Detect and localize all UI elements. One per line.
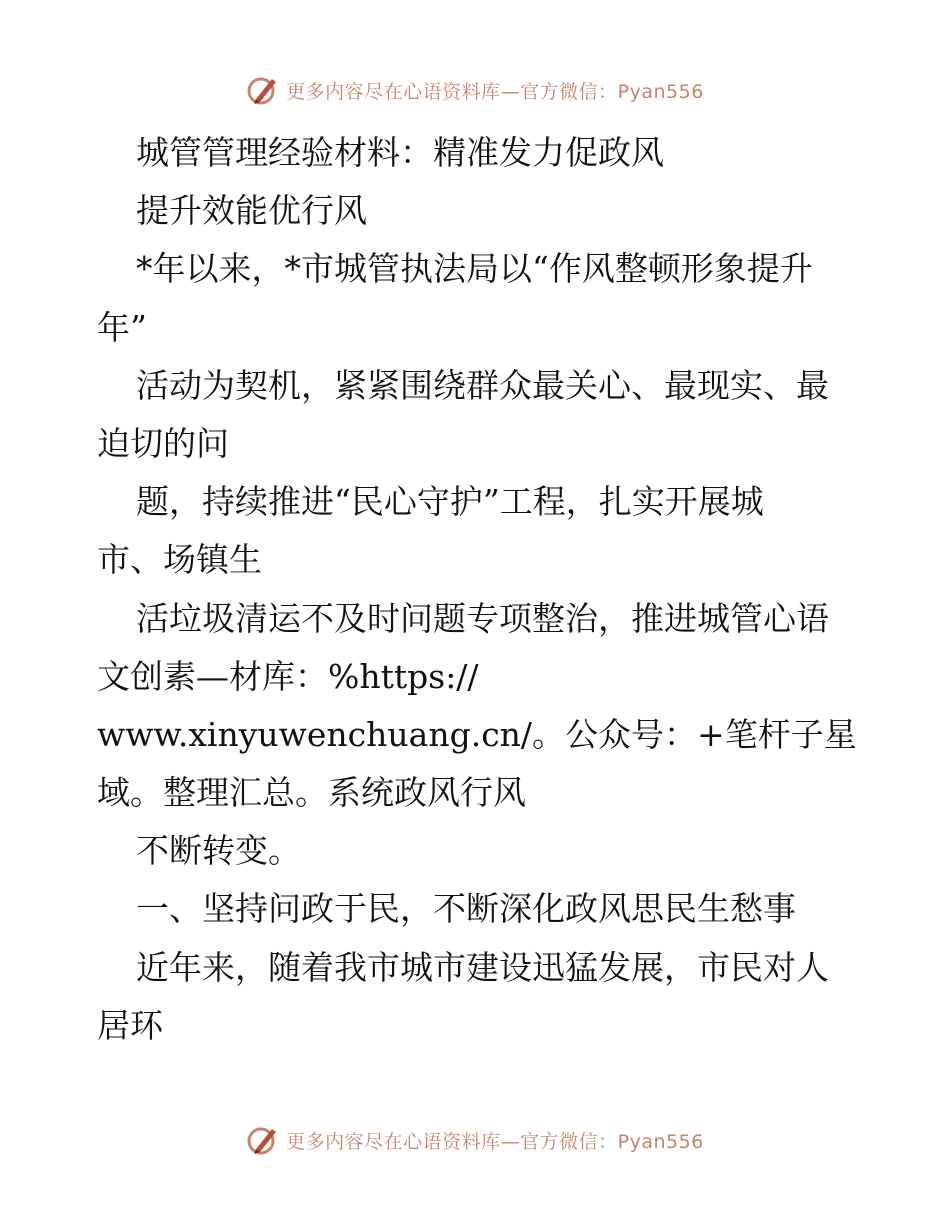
text-line: 提升效能优行风 xyxy=(136,191,367,231)
watermark-text: 更多内容尽在心语资料库—官方微信：Pyan556 xyxy=(286,1130,704,1153)
header-watermark xyxy=(0,70,950,110)
text-line: 市、场镇生 xyxy=(97,540,262,580)
text-line: 居环 xyxy=(97,1005,163,1045)
text-line: 一、坚持问政于民，不断深化政风思民生愁事 xyxy=(136,889,796,929)
text-line: 迫切的问 xyxy=(97,423,229,463)
text-line: 题，持续推进“民心守护”工程，扎实开展城 xyxy=(136,482,764,522)
text-line: 域。整理汇总。系统政风行风 xyxy=(97,773,526,813)
pen-logo-icon xyxy=(246,1123,280,1157)
watermark-text: 更多内容尽在心语资料库—官方微信：Pyan556 xyxy=(286,80,704,103)
document-body xyxy=(97,124,867,1055)
text-line: 活动为契机，紧紧围绕群众最关心、最现实、最 xyxy=(136,365,829,405)
text-line: 不断转变。 xyxy=(136,831,301,871)
pen-logo-icon xyxy=(246,73,280,107)
footer-watermark xyxy=(0,1120,950,1160)
text-line: 年” xyxy=(97,307,147,347)
text-line: 文创素—材库：%https:// xyxy=(97,656,479,696)
text-line: *年以来，*市城管执法局以“作风整顿形象提升 xyxy=(136,249,813,289)
text-line: 近年来，随着我市城市建设迅猛发展，市民对人 xyxy=(136,947,829,987)
text-line: www.xinyuwenchuang.cn/。公众号：+笔杆子星 xyxy=(97,714,857,754)
text-line: 活垃圾清运不及时问题专项整治，推进城管心语 xyxy=(136,598,829,638)
text-line: 城管管理经验材料：精准发力促政风 xyxy=(136,133,664,172)
